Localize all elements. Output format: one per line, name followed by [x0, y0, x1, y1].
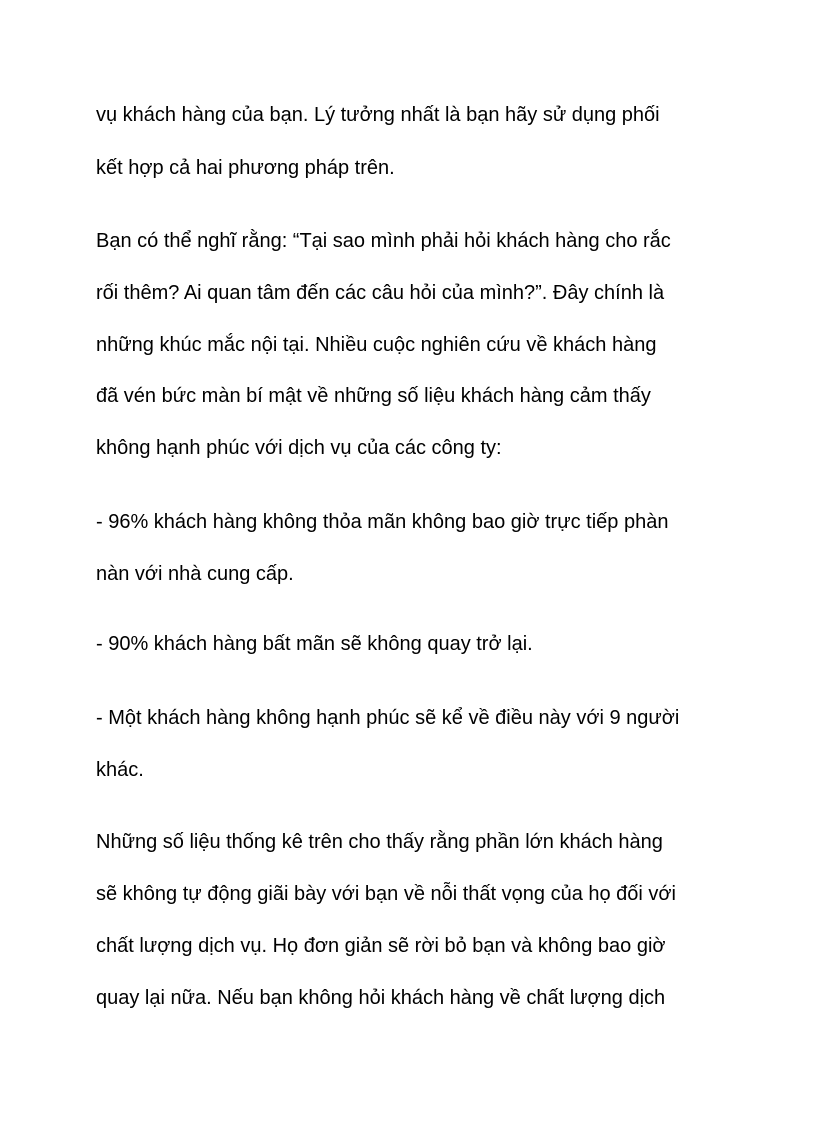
list-item-continuation: nàn với nhà cung cấp.	[96, 563, 294, 585]
text-line: sẽ không tự động giãi bày với bạn về nỗi thất vọng của họ đối với	[96, 883, 676, 905]
text-line: không hạnh phúc với dịch vụ của các công ty:	[96, 437, 502, 459]
text-line: chất lượng dịch vụ. Họ đơn giản sẽ rời bỏ bạn và không bao giờ	[96, 935, 666, 957]
text-line: đã vén bức màn bí mật về những số liệu khách hàng cảm thấy	[96, 385, 651, 407]
text-line: rối thêm? Ai quan tâm đến các câu hỏi của mình?”. Đây chính là	[96, 282, 665, 304]
text-line: kết hợp cả hai phương pháp trên.	[96, 157, 395, 179]
list-item-continuation: khác.	[96, 759, 144, 781]
text-line: vụ khách hàng của bạn. Lý tưởng nhất là bạn hãy sử dụng phối	[96, 104, 660, 126]
text-line: những khúc mắc nội tại. Nhiều cuộc nghiên cứu về khách hàng	[96, 334, 657, 356]
list-item: - 90% khách hàng bất mãn sẽ không quay trở lại.	[96, 633, 533, 655]
text-line: Những số liệu thống kê trên cho thấy rằng phần lớn khách hàng	[96, 831, 663, 853]
text-line: Bạn có thể nghĩ rằng: “Tại sao mình phải hỏi khách hàng cho rắc	[96, 230, 671, 252]
list-item: - Một khách hàng không hạnh phúc sẽ kể về điều này với 9 người	[96, 707, 680, 729]
list-item: - 96% khách hàng không thỏa mãn không bao giờ trực tiếp phàn	[96, 511, 669, 533]
text-line: quay lại nữa. Nếu bạn không hỏi khách hàng về chất lượng dịch	[96, 987, 666, 1009]
